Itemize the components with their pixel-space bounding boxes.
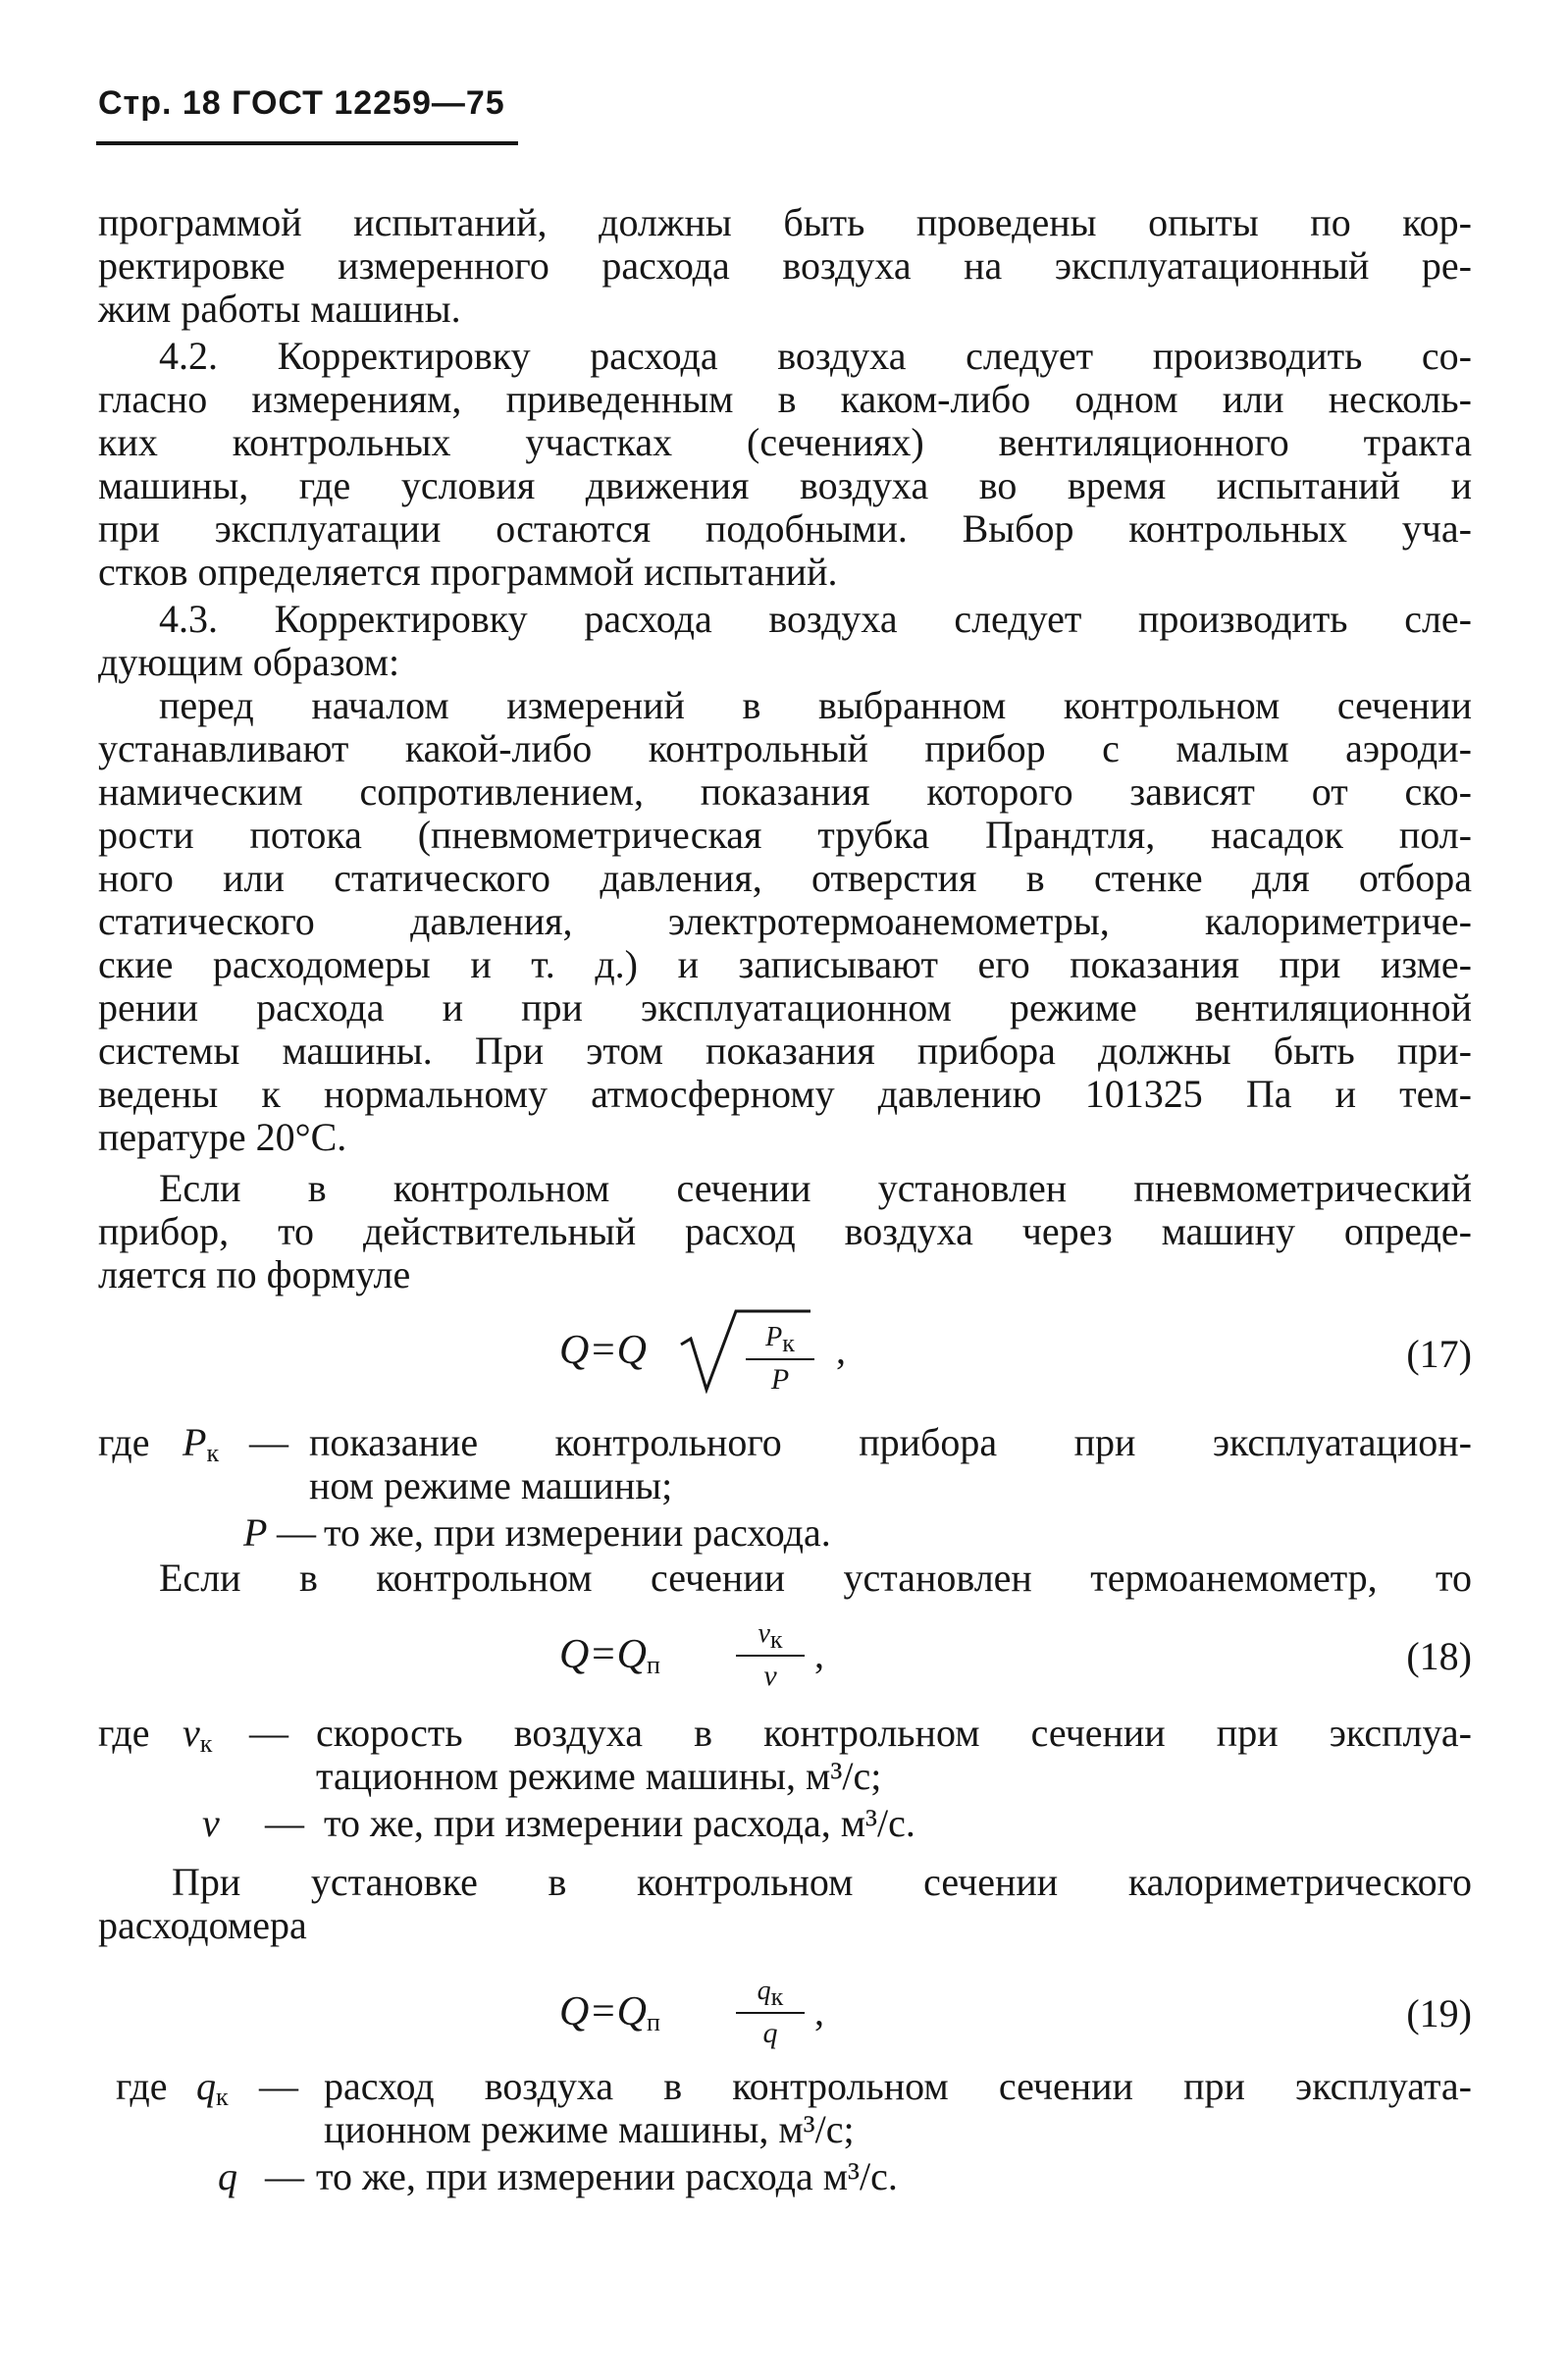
- text-line: гласно измерениям, приведенным в каком-либо одном или несколь-: [98, 377, 1472, 421]
- fraction-bar: [746, 1358, 814, 1360]
- formula-lhs-subscript: п: [647, 2008, 660, 2036]
- text-line: намическим сопротивлением, показания которого зависят от ско-: [98, 769, 1472, 814]
- text-line: ские расходомеры и т. д.) и записывают его показания при изме-: [98, 942, 1472, 986]
- fraction-numerator-subscript: к: [782, 1329, 795, 1357]
- def-dash: —: [277, 1510, 316, 1555]
- text-line: Если в контрольном сечении установлен пневмометрический: [159, 1166, 1472, 1210]
- fraction-denominator: P: [770, 1363, 790, 1396]
- fraction-numerator-subscript: к: [769, 1625, 783, 1654]
- def-where: где: [98, 1711, 150, 1755]
- equation-number-17: (17): [1406, 1332, 1472, 1376]
- def-dash: —: [265, 2154, 304, 2198]
- text-line: при эксплуатации остаются подобными. Выбор контрольных уча-: [98, 506, 1472, 551]
- text-line: расходомера: [98, 1903, 307, 1947]
- formula-18: [559, 1610, 854, 1698]
- def-symbol-subscript: к: [216, 2083, 229, 2111]
- text-line: ного или статического давления, отверстия в стенке для отбора: [98, 856, 1472, 900]
- text-line: стков определяется программой испытаний.: [98, 550, 838, 594]
- formula-comma: ,: [814, 1632, 824, 1676]
- def-symbol-letter: q: [196, 2064, 216, 2108]
- formula-lhs-subscript: п: [647, 1651, 660, 1679]
- def-text: расход воздуха в контрольном сечении при эксплуата-: [324, 2064, 1472, 2108]
- text-line: пературе 20°С.: [98, 1115, 347, 1159]
- text-line: 4.3. Корректировку расхода воздуха следует производить сле-: [159, 597, 1472, 641]
- def-where: где: [98, 1420, 150, 1464]
- text-line: ректировке измеренного расхода воздуха на эксплуатационный ре-: [98, 243, 1472, 288]
- def-text: то же, при измерении расхода.: [324, 1510, 831, 1555]
- def-dash: —: [249, 1711, 288, 1755]
- def-dash: —: [259, 2064, 298, 2108]
- def-text: тационном режиме машины, м³/с;: [316, 1754, 882, 1798]
- text-line: рении расхода и при эксплуатационном режиме вентиляционной: [98, 985, 1472, 1030]
- def-text: то же, при измерении расхода м³/с.: [316, 2154, 898, 2198]
- def-symbol-letter: v: [202, 1801, 220, 1845]
- equation-number-18: (18): [1406, 1634, 1472, 1678]
- text-line: системы машины. При этом показания прибора должны быть при-: [98, 1029, 1472, 1073]
- fraction-numerator: v: [758, 1618, 770, 1649]
- def-symbol-subscript: к: [206, 1439, 220, 1467]
- def-text: ционном режиме машины, м³/с;: [324, 2107, 855, 2151]
- text-line: статического давления, электротермоанемометры, калориметриче-: [98, 899, 1472, 943]
- text-line: ких контрольных участках (сечениях) вентиляционного тракта: [98, 420, 1472, 464]
- fraction-bar: [736, 1655, 805, 1657]
- formula-lhs-text: Q=Q: [559, 1632, 648, 1677]
- text-line: ведены к нормальному атмосферному давлению 101325 Па и тем-: [98, 1072, 1472, 1116]
- formula-comma: ,: [814, 1989, 824, 2034]
- text-line: 4.2. Корректировку расхода воздуха следует производить со-: [159, 334, 1472, 378]
- def-symbol-letter: q: [218, 2154, 237, 2198]
- fraction-denominator: q: [762, 2017, 778, 2049]
- def-symbol: [243, 1511, 267, 1555]
- text-line: программой испытаний, должны быть проведены опыты по кор-: [98, 200, 1472, 244]
- formula-fraction: [746, 1323, 814, 1401]
- fraction-denominator: v: [763, 1660, 777, 1692]
- def-symbol-letter: P: [183, 1420, 207, 1464]
- def-symbol-letter: v: [183, 1711, 200, 1755]
- formula-lhs: [559, 1988, 660, 2037]
- page-header: Стр. 18 ГОСТ 12259—75: [98, 84, 505, 122]
- formula-17: [559, 1305, 913, 1394]
- formula-lhs: [559, 1631, 660, 1680]
- formula-comma: ,: [836, 1328, 846, 1372]
- def-text: скорость воздуха в контрольном сечении при эксплуа-: [316, 1711, 1472, 1755]
- formula-19: [559, 1967, 854, 2055]
- text-line: прибор, то действительный расход воздуха через машину опреде-: [98, 1209, 1472, 1253]
- fraction-numerator-subscript: к: [770, 1982, 784, 2011]
- def-symbol-subscript: к: [199, 1729, 213, 1758]
- def-dash: —: [249, 1420, 288, 1464]
- def-symbol: [202, 1802, 220, 1845]
- text-line: рости потока (пневмометрическая трубка Прандтля, насадок пол-: [98, 813, 1472, 857]
- formula-lhs: Q=Q: [559, 1328, 648, 1373]
- text-line: устанавливают какой-либо контрольный прибор с малым аэроди-: [98, 726, 1472, 770]
- def-symbol: [183, 1421, 219, 1475]
- formula-fraction: [736, 1619, 805, 1698]
- def-where: где: [116, 2064, 168, 2108]
- formula-fraction: [736, 1977, 805, 2055]
- def-dash: —: [265, 1801, 304, 1845]
- text-line: ляется по формуле: [98, 1252, 411, 1296]
- def-symbol: [196, 2065, 229, 2119]
- text-line: перед началом измерений в выбранном контрольном сечении: [159, 683, 1472, 727]
- equation-number-19: (19): [1406, 1991, 1472, 2035]
- def-symbol-letter: P: [243, 1510, 268, 1555]
- def-text: показание контрольного прибора при эксплуатацион-: [309, 1420, 1472, 1464]
- def-symbol: [218, 2155, 237, 2198]
- fraction-numerator: q: [757, 1976, 771, 2006]
- fraction-bar: [736, 2012, 805, 2014]
- fraction-numerator: P: [765, 1322, 783, 1352]
- def-text: ном режиме машины;: [309, 1463, 673, 1507]
- text-line: жим работы машины.: [98, 287, 461, 331]
- text-line: дующим образом:: [98, 640, 400, 684]
- paragraph-thermoanemometer: Если в контрольном сечении установлен термоанемометр, то: [159, 1556, 1472, 1600]
- header-rule: [96, 141, 518, 145]
- text-line: При установке в контрольном сечении калориметрического: [172, 1860, 1472, 1904]
- formula-lhs-text: Q=Q: [559, 1989, 648, 2034]
- def-text: то же, при измерении расхода, м³/с.: [324, 1801, 915, 1845]
- def-symbol: [183, 1712, 212, 1766]
- text-line: машины, где условия движения воздуха во время испытаний и: [98, 463, 1472, 507]
